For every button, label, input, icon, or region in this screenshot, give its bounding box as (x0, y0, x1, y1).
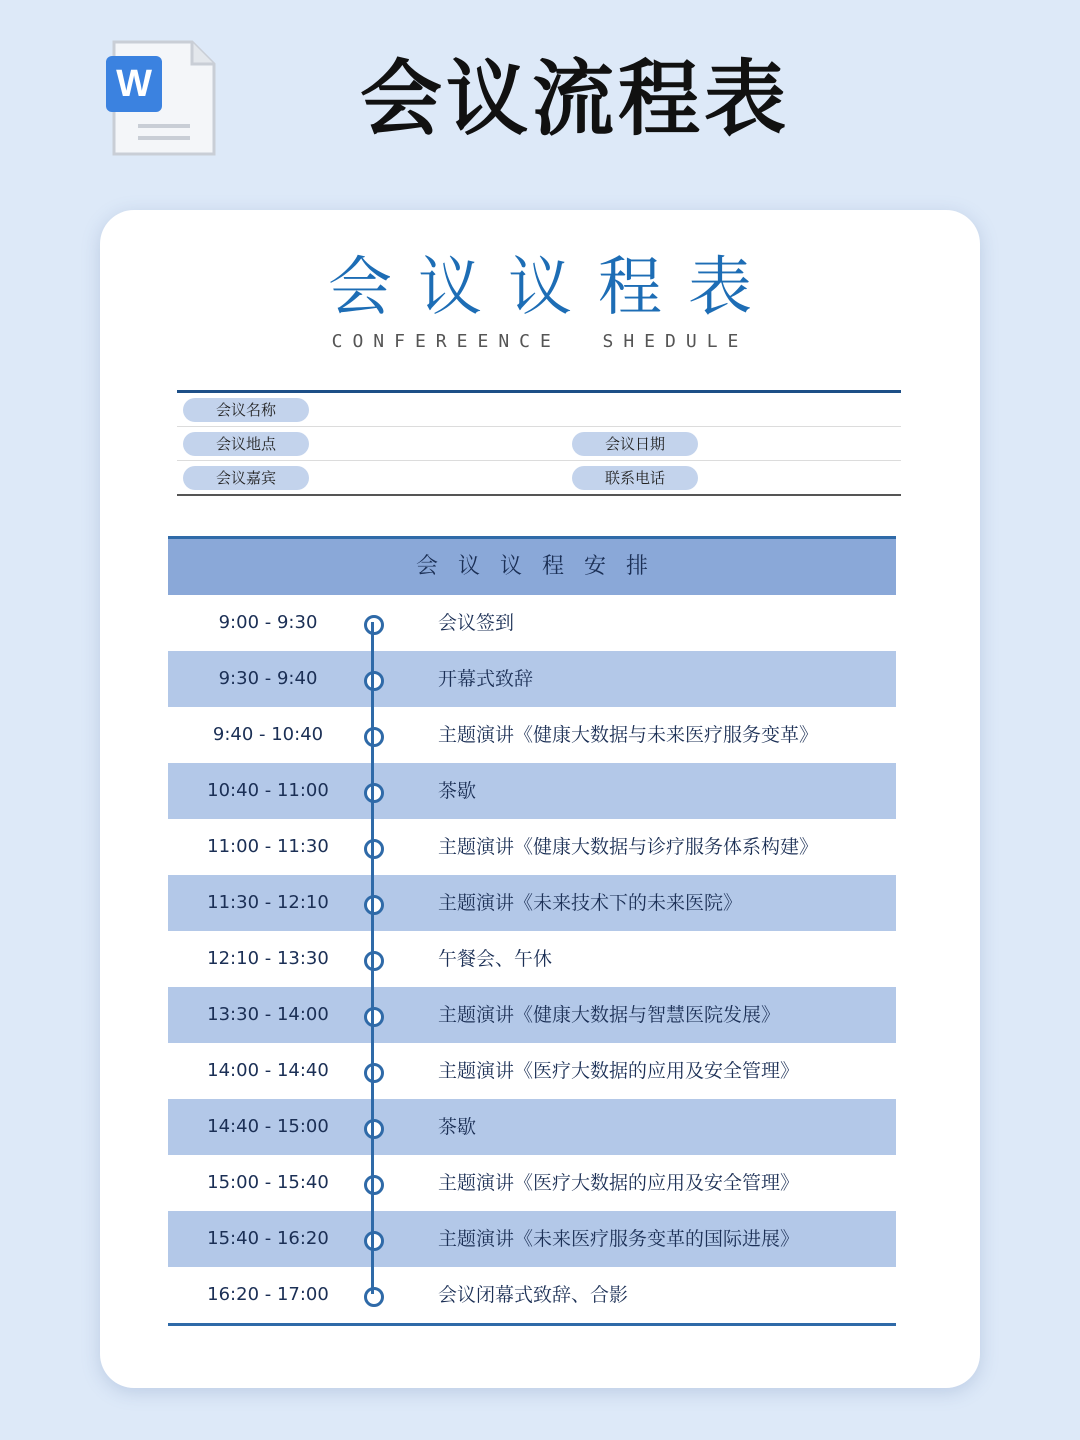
timeline-dot-icon (364, 951, 384, 971)
agenda-event: 主题演讲《健康大数据与智慧医院发展》 (438, 1004, 781, 1026)
agenda-row (168, 819, 896, 875)
timeline-dot-icon (364, 1175, 384, 1195)
timeline-line (371, 622, 374, 1294)
doc-title: 会议议程表 (328, 251, 778, 325)
agenda-event: 主题演讲《医疗大数据的应用及安全管理》 (438, 1060, 800, 1082)
agenda-row (168, 1155, 896, 1211)
agenda-row (168, 707, 896, 763)
agenda-event: 主题演讲《健康大数据与未来医疗服务变革》 (438, 724, 819, 746)
agenda-row (168, 1211, 896, 1267)
timeline-dot-icon (364, 1119, 384, 1139)
meeting-date-label: 会议日期 (572, 432, 698, 456)
agenda-time: 9:30 - 9:40 (218, 668, 318, 689)
document-card (100, 210, 980, 1388)
agenda-event: 开幕式致辞 (438, 668, 534, 690)
agenda-row (168, 595, 896, 651)
agenda-row (168, 1099, 896, 1155)
agenda-time: 11:00 - 11:30 (207, 836, 329, 857)
doc-subtitle: CONFEREENCE SHEDULE (331, 331, 749, 352)
timeline-dot-icon (364, 727, 384, 747)
agenda-bottom-divider (168, 1323, 896, 1326)
agenda-event: 会议闭幕式致辞、合影 (438, 1284, 629, 1306)
agenda-row (168, 651, 896, 707)
timeline-dot-icon (364, 671, 384, 691)
timeline-dot-icon (364, 615, 384, 635)
info-row-guests (177, 461, 901, 496)
word-file-icon (104, 38, 218, 158)
contact-phone-label: 联系电话 (572, 466, 698, 490)
meeting-info-block (177, 390, 901, 496)
meeting-name-label: 会议名称 (183, 398, 309, 422)
agenda-time: 10:40 - 11:00 (207, 780, 329, 801)
agenda-row (168, 1043, 896, 1099)
agenda-row (168, 875, 896, 931)
agenda-time: 16:20 - 17:00 (207, 1284, 329, 1305)
word-letter: W (116, 63, 152, 105)
agenda-event: 主题演讲《健康大数据与诊疗服务体系构建》 (438, 836, 819, 858)
agenda-event: 会议签到 (438, 612, 515, 634)
agenda-event: 主题演讲《医疗大数据的应用及安全管理》 (438, 1172, 800, 1194)
agenda-time: 15:00 - 15:40 (207, 1172, 329, 1193)
agenda-time: 9:40 - 10:40 (212, 724, 324, 745)
agenda-event: 茶歇 (438, 1116, 477, 1138)
agenda-time: 14:40 - 15:00 (207, 1116, 329, 1137)
agenda-row (168, 931, 896, 987)
timeline-dot-icon (364, 1287, 384, 1307)
agenda-row (168, 987, 896, 1043)
agenda-header: 会议议程安排 (168, 536, 896, 595)
timeline-dot-icon (364, 895, 384, 915)
agenda-event: 茶歇 (438, 780, 477, 802)
agenda-time: 11:30 - 12:10 (207, 892, 329, 913)
timeline-dot-icon (364, 839, 384, 859)
agenda-event: 主题演讲《未来医疗服务变革的国际进展》 (438, 1228, 800, 1250)
timeline-dot-icon (364, 1007, 384, 1027)
meeting-guests-label: 会议嘉宾 (183, 466, 309, 490)
info-row-name (177, 393, 901, 427)
agenda-event: 午餐会、午休 (438, 948, 553, 970)
agenda-time: 12:10 - 13:30 (207, 948, 329, 969)
page-title: 会议流程表 (359, 52, 790, 147)
timeline-dot-icon (364, 783, 384, 803)
agenda-time: 15:40 - 16:20 (207, 1228, 329, 1249)
info-row-location (177, 427, 901, 461)
timeline-dot-icon (364, 1063, 384, 1083)
agenda-event: 主题演讲《未来技术下的未来医院》 (438, 892, 743, 914)
agenda-time: 13:30 - 14:00 (207, 1004, 329, 1025)
agenda-row (168, 1267, 896, 1323)
agenda-time: 9:00 - 9:30 (218, 612, 318, 633)
meeting-location-label: 会议地点 (183, 432, 309, 456)
timeline-dot-icon (364, 1231, 384, 1251)
agenda-time: 14:00 - 14:40 (207, 1060, 329, 1081)
agenda-table (168, 536, 896, 1326)
agenda-rows (168, 595, 896, 1323)
agenda-row (168, 763, 896, 819)
